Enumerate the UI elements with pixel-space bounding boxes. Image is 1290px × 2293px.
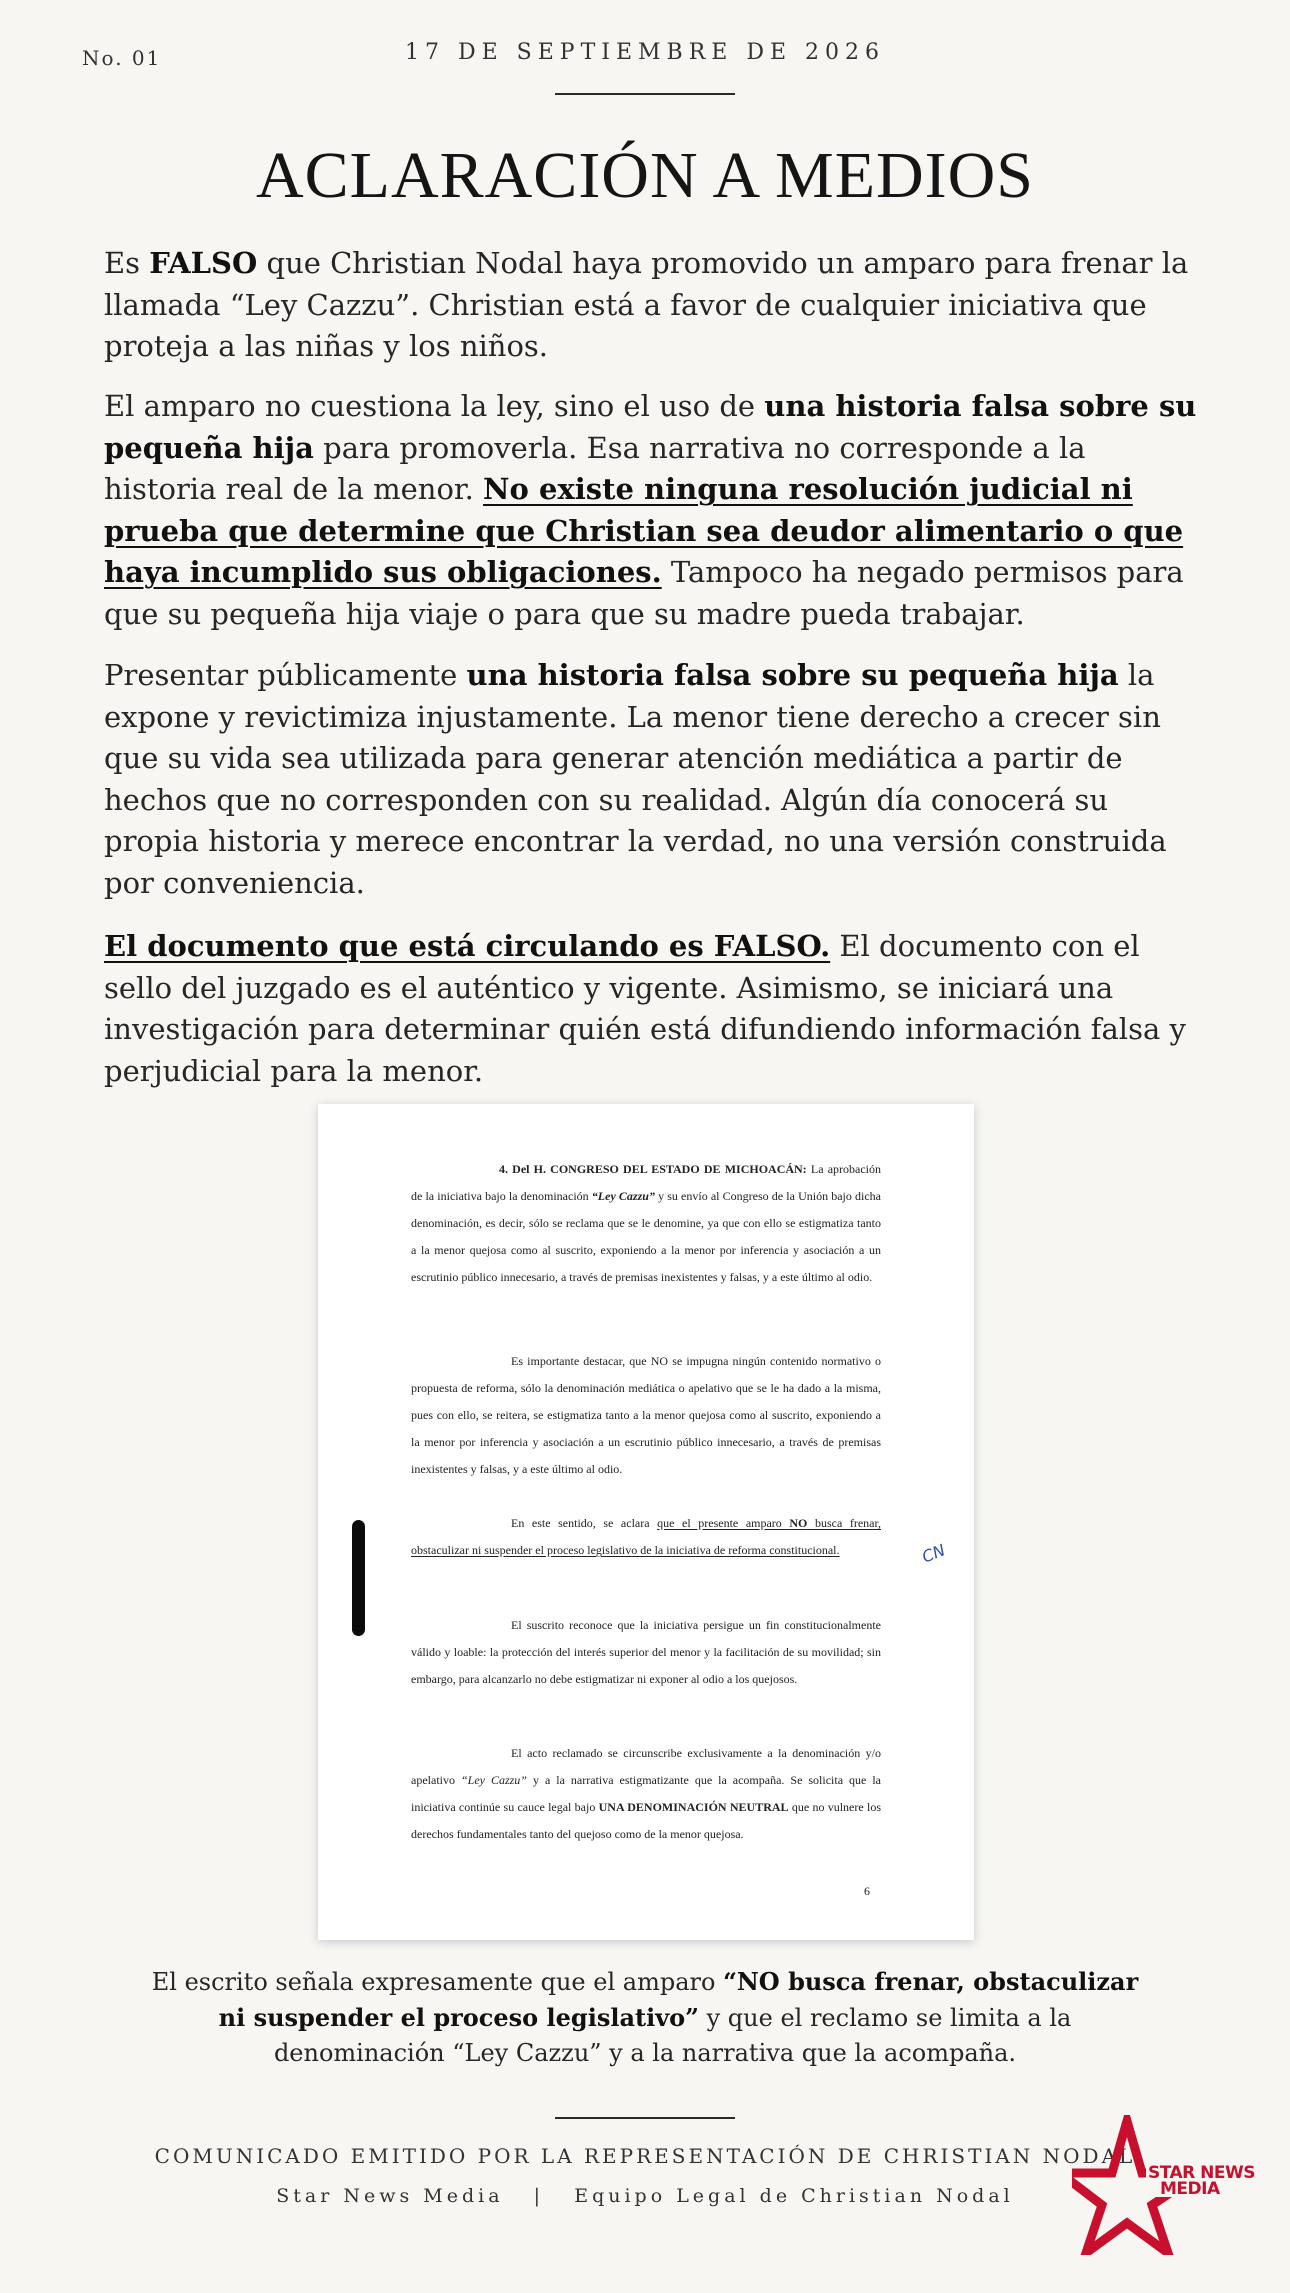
paragraph-4: El documento que está circulando es FALSO. El documento con el sello del juzgado es el auténtico y vigente. Asimismo, se iniciará una investigación para determinar quién está difundiendo información falsa y perjudicial para la menor. [104,929,1186,1088]
page-title: ACLARACIÓN A MEDIOS [255,139,1035,212]
document-paragraph-3: En este sentido, se aclara que el presente amparo NO busca frenar, obstaculizar ni suspender el proceso legislativo de la iniciativa de reforma constitucional. [411,1516,881,1557]
paragraph-2: El amparo no cuestiona la ley, sino el uso de una historia falsa sobre su pequeña hija para promoverla. Esa narrativa no corresponde a la historia real de la menor. No existe ninguna resolución judicial ni prueba que determine que Christian sea deudor alimentario o que haya incumplido sus obligaciones. Tampoco ha negado permisos para que su pequeña hija viaje o para que su madre pueda trabajar. [104,389,1197,631]
document-paragraph-5: El acto reclamado se circunscribe exclusivamente a la denominación y/o apelativo “Ley Cazzu” y a la narrativa estigmatizante que la acompaña. Se solicita que la iniciativa continúe su cauce legal bajo UNA DENOMINACIÓN NEUTRAL que no vulnere los derechos fundamentales tanto del quejoso como de la menor quejosa. [411,1746,881,1841]
star-news-media-logo [1072,2115,1262,2255]
footer-statement: COMUNICADO EMITIDO POR LA REPRESENTACIÓN DE CHRISTIAN NODAL [154,2144,1136,2168]
document-paragraph-4: El suscrito reconoce que la iniciativa persigue un fin constitucionalmente válido y loable: la protección del interés superior del menor y la facilitación de su movilidad; sin embargo, para alcanzarlo no debe estigmatizar ni exponer al odio a los quejosos. [411,1618,881,1686]
document-page-number: 6 [864,1884,870,1898]
document-paragraph-1: 4. Del H. CONGRESO DEL ESTADO DE MICHOACÁN: La aprobación de la iniciativa bajo la denominación “Ley Cazzu” y su envío al Congreso de la Unión bajo dicha denominación, es decir, sólo se reclama que se le denomine, ya que con ello se estigmatiza tanto a la menor quejosa como al suscrito, exponiendo a la menor por inferencia y asociación a un escrutinio público innecesario, a través de premisas inexistentes y falsas, y a este último al odio. [411,1162,882,1284]
bottom-divider [555,2117,735,2119]
footer-team: Equipo Legal de Christian Nodal [574,2185,1014,2207]
top-divider [555,93,735,95]
logo-wordmark: STAR NEWS MEDIA [1148,2163,1256,2199]
footer-source: Star News Media [276,2185,504,2207]
highlight-bracket-mark [352,1520,365,1636]
publication-date: 17 DE SEPTIEMBRE DE 2026 [404,40,886,65]
issue-number: No. 01 [82,46,162,70]
footer-separator: | [533,2185,545,2207]
court-document-image [318,1104,974,1940]
paragraph-3: Presentar públicamente una historia falsa sobre su pequeña hija la expone y revictimiza injustamente. La menor tiene derecho a crecer sin que su vida sea utilizada para generar atención mediática a partir de hechos que no corresponden con su realidad. Algún día conocerá su propia historia y merece encontrar la verdad, no una versión construida por conveniencia. [104,658,1167,900]
document-paragraph-2: Es importante destacar, que NO se impugna ningún contenido normativo o propuesta de reforma, sólo la denominación mediática o apelativo que se le ha dado a la misma, pues con ello, se reitera, se estigmatiza tanto a la menor quejosa como al suscrito, exponiendo a la menor por inferencia y asociación a un escrutinio público innecesario, a través de premisas inexistentes y falsas, y a este último al odio. [411,1354,881,1476]
paragraph-1: Es FALSO que Christian Nodal haya promovido un amparo para frenar la llamada “Ley Cazzu”. Christian está a favor de cualquier iniciativa que proteja a las niñas y los niños. [104,246,1189,363]
handwritten-initials: CN [919,1540,948,1567]
image-caption: El escrito señala expresamente que el amparo “NO busca frenar, obstaculizar ni suspender el proceso legislativo” y que el reclamo se limita a la denominación “Ley Cazzu” y a la narrativa que la acompaña. [151,1967,1139,2067]
